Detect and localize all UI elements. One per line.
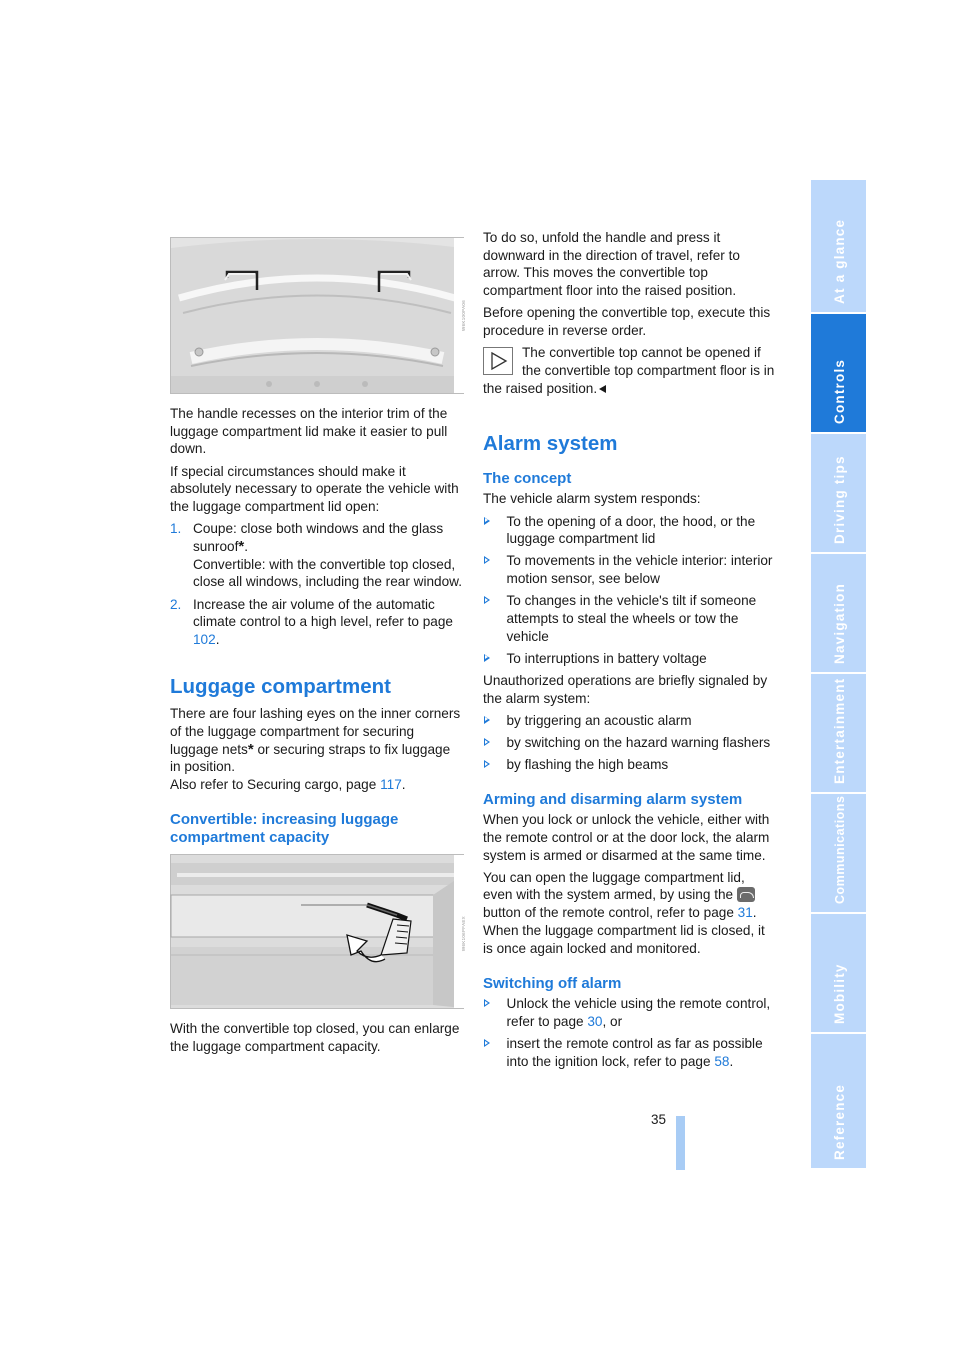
list-item [483,592,777,645]
steps-list [170,520,462,648]
tab-controls[interactable] [811,314,866,432]
tab-label: Controls [831,358,847,424]
list-item [483,734,777,752]
list-item-text: insert the remote control as far as possible into the ignition lock, refer to page [506,1036,763,1069]
figure-code-strip [454,238,464,393]
list-item [483,513,777,548]
page-link[interactable]: 31 [737,905,753,921]
securing-text: Also refer to Securing cargo, page [170,776,381,792]
figure-luggage-lid [170,237,464,394]
list-item-text: To movements in the vehicle interior: interior motion sensor, see below [506,553,773,587]
step-number: 2. [170,596,182,612]
tab-label: At a glance [831,218,847,304]
tab-label: Reference [831,1083,847,1160]
convertible-floor-illustration [171,855,463,1008]
list-item-text-end: . [729,1053,734,1069]
tab-entertainment[interactable] [811,674,866,792]
bullet-triangle-icon [484,999,490,1007]
list-item-text: To changes in the vehicle's tilt if someone attempts to steal the wheels or tow the vehicle [506,593,757,644]
tab-at-a-glance[interactable] [811,180,866,312]
paragraph-before-opening: Before opening the convertible top, execute this procedure in reverse order. [483,305,771,339]
open-lid-text: You can open the luggage compartment lid, even with the system armed, by using the [483,869,745,903]
step-text-convertible: Convertible: with the convertible top closed, close all windows, including the rear window. [193,556,462,590]
step-text: Increase the air volume of the automatic climate control to a high level, refer to page [193,596,453,630]
left-column [170,237,466,1060]
bullet-triangle-icon [484,1039,490,1047]
list-item-text: by switching on the hazard warning flashers [506,735,771,751]
list-item [483,650,777,668]
note-text: The convertible top cannot be opened if the convertible top compartment floor is in the raised position. [483,345,775,396]
remote-trunk-button-icon [737,887,755,902]
tab-mobility[interactable] [811,914,866,1032]
heading-convertible-capacity: Convertible: increasing luggage compartment capacity [170,811,399,846]
tab-communications[interactable] [811,794,866,912]
paragraph-alarm-responds: The vehicle alarm system responds: [483,491,701,507]
chapter-tabs [811,180,866,1168]
open-lid-text-end: . When the luggage compartment lid is closed, it is once again locked and monitored. [483,905,765,956]
bullet-triangle-icon [484,654,490,662]
paragraph-handle: The handle recesses on the interior trim of the luggage compartment lid make it easier to pull down. [170,406,448,457]
right-column [483,229,777,1075]
lashing-text-end: or securing straps to fix luggage in position. [170,741,451,775]
tab-label: Entertainment [831,677,847,784]
step-item [170,520,462,591]
note-triangle-icon [483,347,513,375]
figure-code: W6K106PFAEX [461,916,466,952]
paragraph-open-lid [483,869,777,958]
list-item-text: Unlock the vehicle using the remote control, refer to page [506,996,771,1029]
alarm-responds-list [483,513,777,668]
bullet-triangle-icon [484,760,490,768]
bullet-triangle-icon [484,556,490,564]
bullet-triangle-icon [484,517,490,525]
paragraph-lock-unlock: When you lock or unlock the vehicle, either with the remote control or at the door lock, the alarm system is armed or disarmed at the same time. [483,812,770,863]
bullet-triangle-icon [484,738,490,746]
tab-reference[interactable] [811,1034,866,1168]
end-mark-icon [599,385,606,393]
step-text-end: . [244,538,248,554]
bullet-triangle-icon [484,596,490,604]
paragraph-lashing-eyes [170,705,462,776]
heading-arming-disarming: Arming and disarming alarm system [483,790,743,808]
switch-off-list [483,995,777,1070]
list-item [483,1035,777,1070]
optional-equipment-star: * [247,740,254,758]
tab-driving-tips[interactable] [811,434,866,552]
tab-navigation[interactable] [811,554,866,672]
page-link[interactable]: 58 [714,1053,730,1069]
heading-the-concept: The concept [483,469,572,487]
page-marker-bar [676,1116,685,1170]
list-item [483,552,777,587]
list-item-text: To the opening of a door, the hood, or the luggage compartment lid [506,513,756,547]
paragraph-securing-cargo [170,776,462,794]
heading-switching-off-alarm: Switching off alarm [483,974,622,992]
figure-code: W6K100PA06 [461,300,466,331]
list-item [483,712,777,730]
page-link[interactable]: 30 [587,1014,603,1029]
list-item [483,756,777,774]
note-convertible-top [483,344,777,397]
heading-luggage-compartment: Luggage compartment [170,675,391,699]
tab-label: Communications [832,795,847,904]
step-text: Coupe: close both windows and the glass sunroof [193,521,444,554]
figure-convertible-floor [170,854,464,1009]
securing-text-end: . [401,776,406,792]
step-text-end: . [215,631,220,647]
tab-label: Mobility [831,963,847,1024]
optional-equipment-star: * [238,537,245,555]
bullet-triangle-icon [484,716,490,724]
list-item-text: To interruptions in battery voltage [506,650,707,666]
lashing-text: There are four lashing eyes on the inner corners of the luggage compartment for securing luggage nets [170,706,461,757]
tab-label: Navigation [831,582,847,664]
list-item-text: by flashing the high beams [506,757,669,773]
heading-alarm-system: Alarm system [483,431,618,455]
paragraph-enlarge-capacity: With the convertible top closed, you can enlarge the luggage compartment capacity. [170,1021,460,1054]
page-link[interactable]: 117 [380,776,402,792]
luggage-lid-illustration [171,238,463,393]
page-number: 35 [651,1112,667,1127]
step-number: 1. [170,521,182,537]
page-link[interactable]: 102 [193,631,216,647]
list-item [483,995,777,1030]
figure-code-strip [454,855,464,1008]
step-item [170,596,462,649]
paragraph-special-circumstances: If special circumstances should make it absolutely necessary to operate the vehicle with the luggage compartment lid open: [170,463,459,515]
list-item-text: by triggering an acoustic alarm [506,713,692,729]
open-lid-text-mid: button of the remote control, refer to page [483,905,738,921]
list-item-text-end: , or [602,1014,623,1029]
paragraph-unfold-handle: To do so, unfold the handle and press it downward in the direction of travel, refer to arrow. This moves the convertible top compartment floor into the raised position. [483,230,740,299]
alarm-signals-list [483,712,777,774]
tab-label: Driving tips [831,455,847,544]
paragraph-signaled: Unauthorized operations are briefly signaled by the alarm system: [483,673,768,706]
